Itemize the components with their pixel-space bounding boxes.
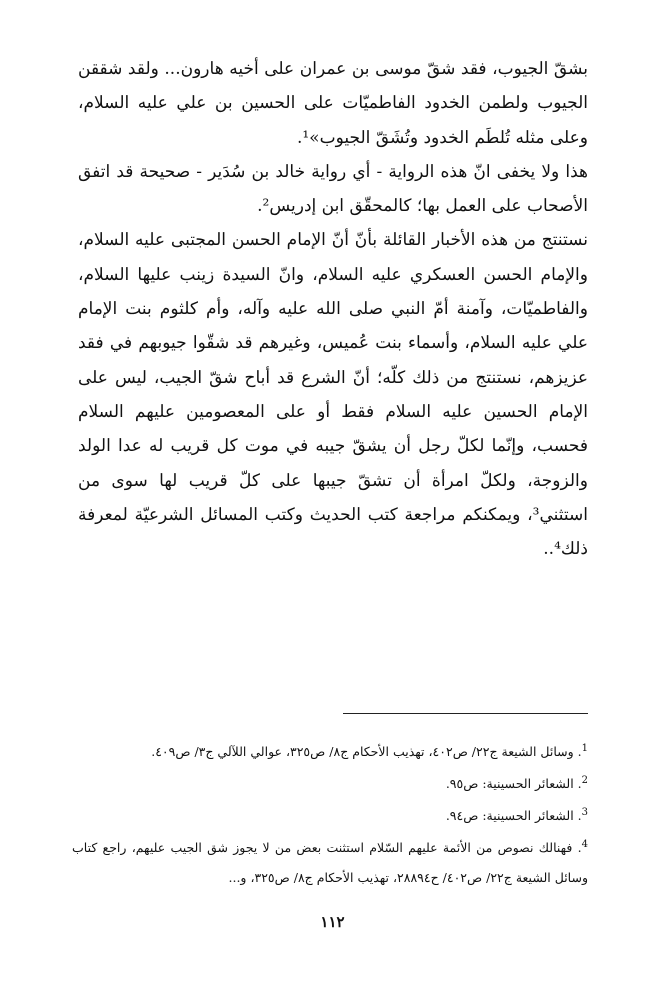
footnote-divider: [343, 713, 588, 714]
footnote-1: [72, 734, 588, 766]
footnote-number: 2: [581, 775, 588, 787]
body-text: [78, 52, 588, 566]
footnote-4: [72, 830, 588, 891]
footnote-3: [72, 798, 588, 830]
footnote-text: . وسائل الشيعة ج٢٢/ ص٤٠٢، تهذيب الأحكام ج٨/ ص٣٢٥، عوالي اللآلي ج٣/ ص٤٠٩.: [151, 744, 582, 760]
paragraph-2: هذا ولا يخفى انّ هذه الرواية - أي رواية خالد بن سُدَير - صحيحة قد اتفق الأصحاب على العمل بها؛ كالمحقّق ابن إدريس².: [78, 161, 588, 217]
footnotes: [72, 734, 588, 892]
footnote-text: . الشعائر الحسينية: ص٩٤.: [445, 808, 582, 824]
footnote-text: . فهنالك نصوص من الأئمة عليهم السّلام استثنت بعض من لا يجوز شق الجيب عليهم، راجع كتاب وسائل الشيعة ج٢٢/ ص٤٠٢/ ح٢٨٨٩٤، تهذيب الأحكام ج٨/ ص٣٢٥، و...: [72, 840, 588, 885]
footnote-number: 3: [581, 807, 588, 819]
footnote-number: 1: [581, 743, 588, 754]
paragraph-1: بشقّ الجيوب، فقد شقّ موسى بن عمران على أخيه هارون... ولقد شققن الجيوب ولطمن الخدود الفاطميّات على الحسين بن علي عليه السلام، وعلى مثله تُلطَم الخدود وتُشَقّ الجيوب»¹.: [78, 59, 588, 148]
footnote-number: 4: [581, 839, 588, 851]
footnote-2: [72, 766, 588, 798]
footnote-text: . الشعائر الحسينية: ص٩٥.: [445, 776, 582, 792]
page-number: ١١٢: [320, 913, 345, 931]
paragraph-3: نستنتج من هذه الأخبار القائلة بأنّ أنّ الإمام الحسن المجتبى عليه السلام، والإمام الحسن العسكري عليه السلام، وانّ السيدة زينب عليها السلام، والفاطميّات، وآمنة أمّ النبي صلى الله عليه وآله، وأم كلثوم بنت الإمام علي عليه السلام، وأسماء بنت عُميس، وغيرهم قد شقّوا جيوبهم في فقد عزيزهم، نستنتج من ذلك كلّه؛ أنّ الشرع قد أباح شقّ الجيب، ليس على الإمام الحسين عليه السلام فقط أو على المعصومين عليهم السلام فحسب، وإنّما لكلّ رجل أن يشقّ جيبه في موت كل قريب له عدا الولد والزوجة، ولكلّ امرأة أن تشقّ جيبها على كلّ قريب لها سوى من استثني³، ويمكنكم مراجعة كتب الحديث وكتب المسائل الشرعيّة لمعرفة ذلك⁴..: [78, 230, 588, 560]
